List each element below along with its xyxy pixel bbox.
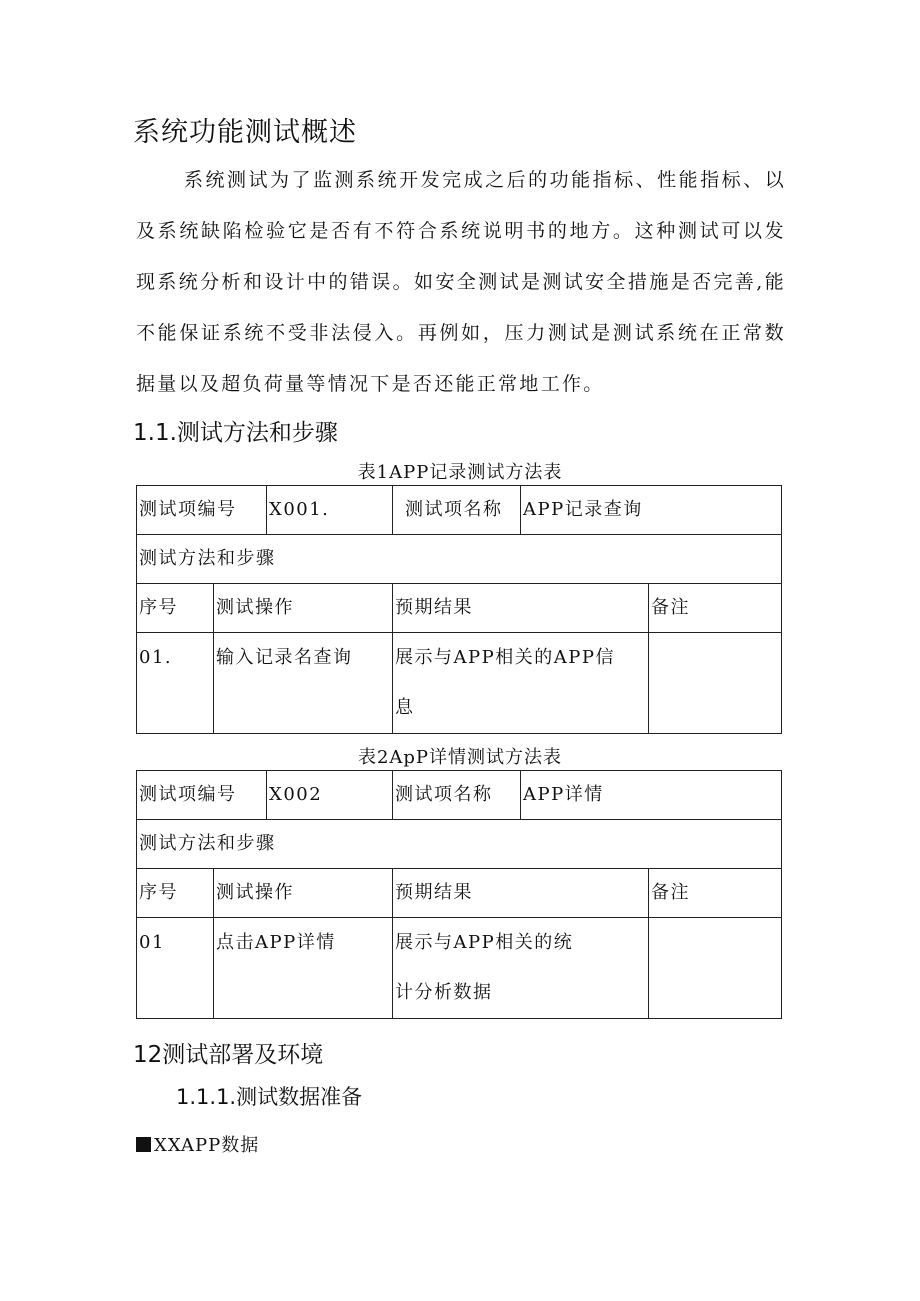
table1-caption: 表1APP记录测试方法表: [357, 462, 563, 483]
table1-row-expected: 展示与APP相关的APP信息: [393, 633, 649, 734]
page-title: 系统功能测试概述: [133, 117, 357, 148]
table2: [136, 770, 782, 1019]
table2-name-label: 测试项名称: [393, 771, 521, 820]
table1-col-note: 备注: [649, 584, 782, 633]
intro-paragraph: 系统测试为了监测系统开发完成之后的功能指标、性能指标、以及系统缺陷检验它是否有不符合系统说明书的地方。这种测试可以发现系统分析和设计中的错误。如安全测试是测试安全措施是否完善,能不能保证系统不受非法侵入。再例如，压力测试是测试系统在正常数据量以及超负荷量等情况下是否还能正常地工作。: [136, 169, 786, 395]
table1-id-value: X001.: [267, 486, 393, 535]
table2-method-label: 测试方法和步骤: [137, 820, 782, 869]
table2-caption: 表2ApP详情测试方法表: [357, 747, 563, 768]
table1-row-no: 01.: [137, 633, 214, 734]
filled-square-icon: [136, 1137, 151, 1152]
table1-name-value: APP记录查询: [521, 486, 782, 535]
section-heading-1-2: 12测试部署及环境: [133, 1042, 324, 1068]
bullet-text: XXAPP数据: [154, 1135, 260, 1156]
table1-col-no: 序号: [137, 584, 214, 633]
bullet-item: [136, 1131, 259, 1157]
table2-row-op: 点击APP详情: [214, 918, 393, 1019]
table2-row-no: 01: [137, 918, 214, 1019]
table2-id-value: X002: [267, 771, 393, 820]
table2-row-expected: 展示与APP相关的统计分析数据: [393, 918, 649, 1019]
table2-col-note: 备注: [649, 869, 782, 918]
table1-name-label: 测试项名称: [393, 486, 521, 535]
table1-col-expected: 预期结果: [393, 584, 649, 633]
table1-id-label: 测试项编号: [137, 486, 267, 535]
table1-col-op: 测试操作: [214, 584, 393, 633]
table1-method-label: 测试方法和步骤: [137, 535, 782, 584]
table2-row-note: [649, 918, 782, 1019]
table2-id-label: 测试项编号: [137, 771, 267, 820]
table2-col-expected: 预期结果: [393, 869, 649, 918]
table2-name-value: APP详情: [521, 771, 782, 820]
table1-row-op: 输入记录名查询: [214, 633, 393, 734]
table2-col-no: 序号: [137, 869, 214, 918]
table2-col-op: 测试操作: [214, 869, 393, 918]
section-heading-1-1: 1.1.测试方法和步骤: [133, 420, 338, 446]
section-heading-1-1-1: 1.1.1.测试数据准备: [176, 1085, 363, 1109]
table1: [136, 485, 782, 734]
table1-row-note: [649, 633, 782, 734]
